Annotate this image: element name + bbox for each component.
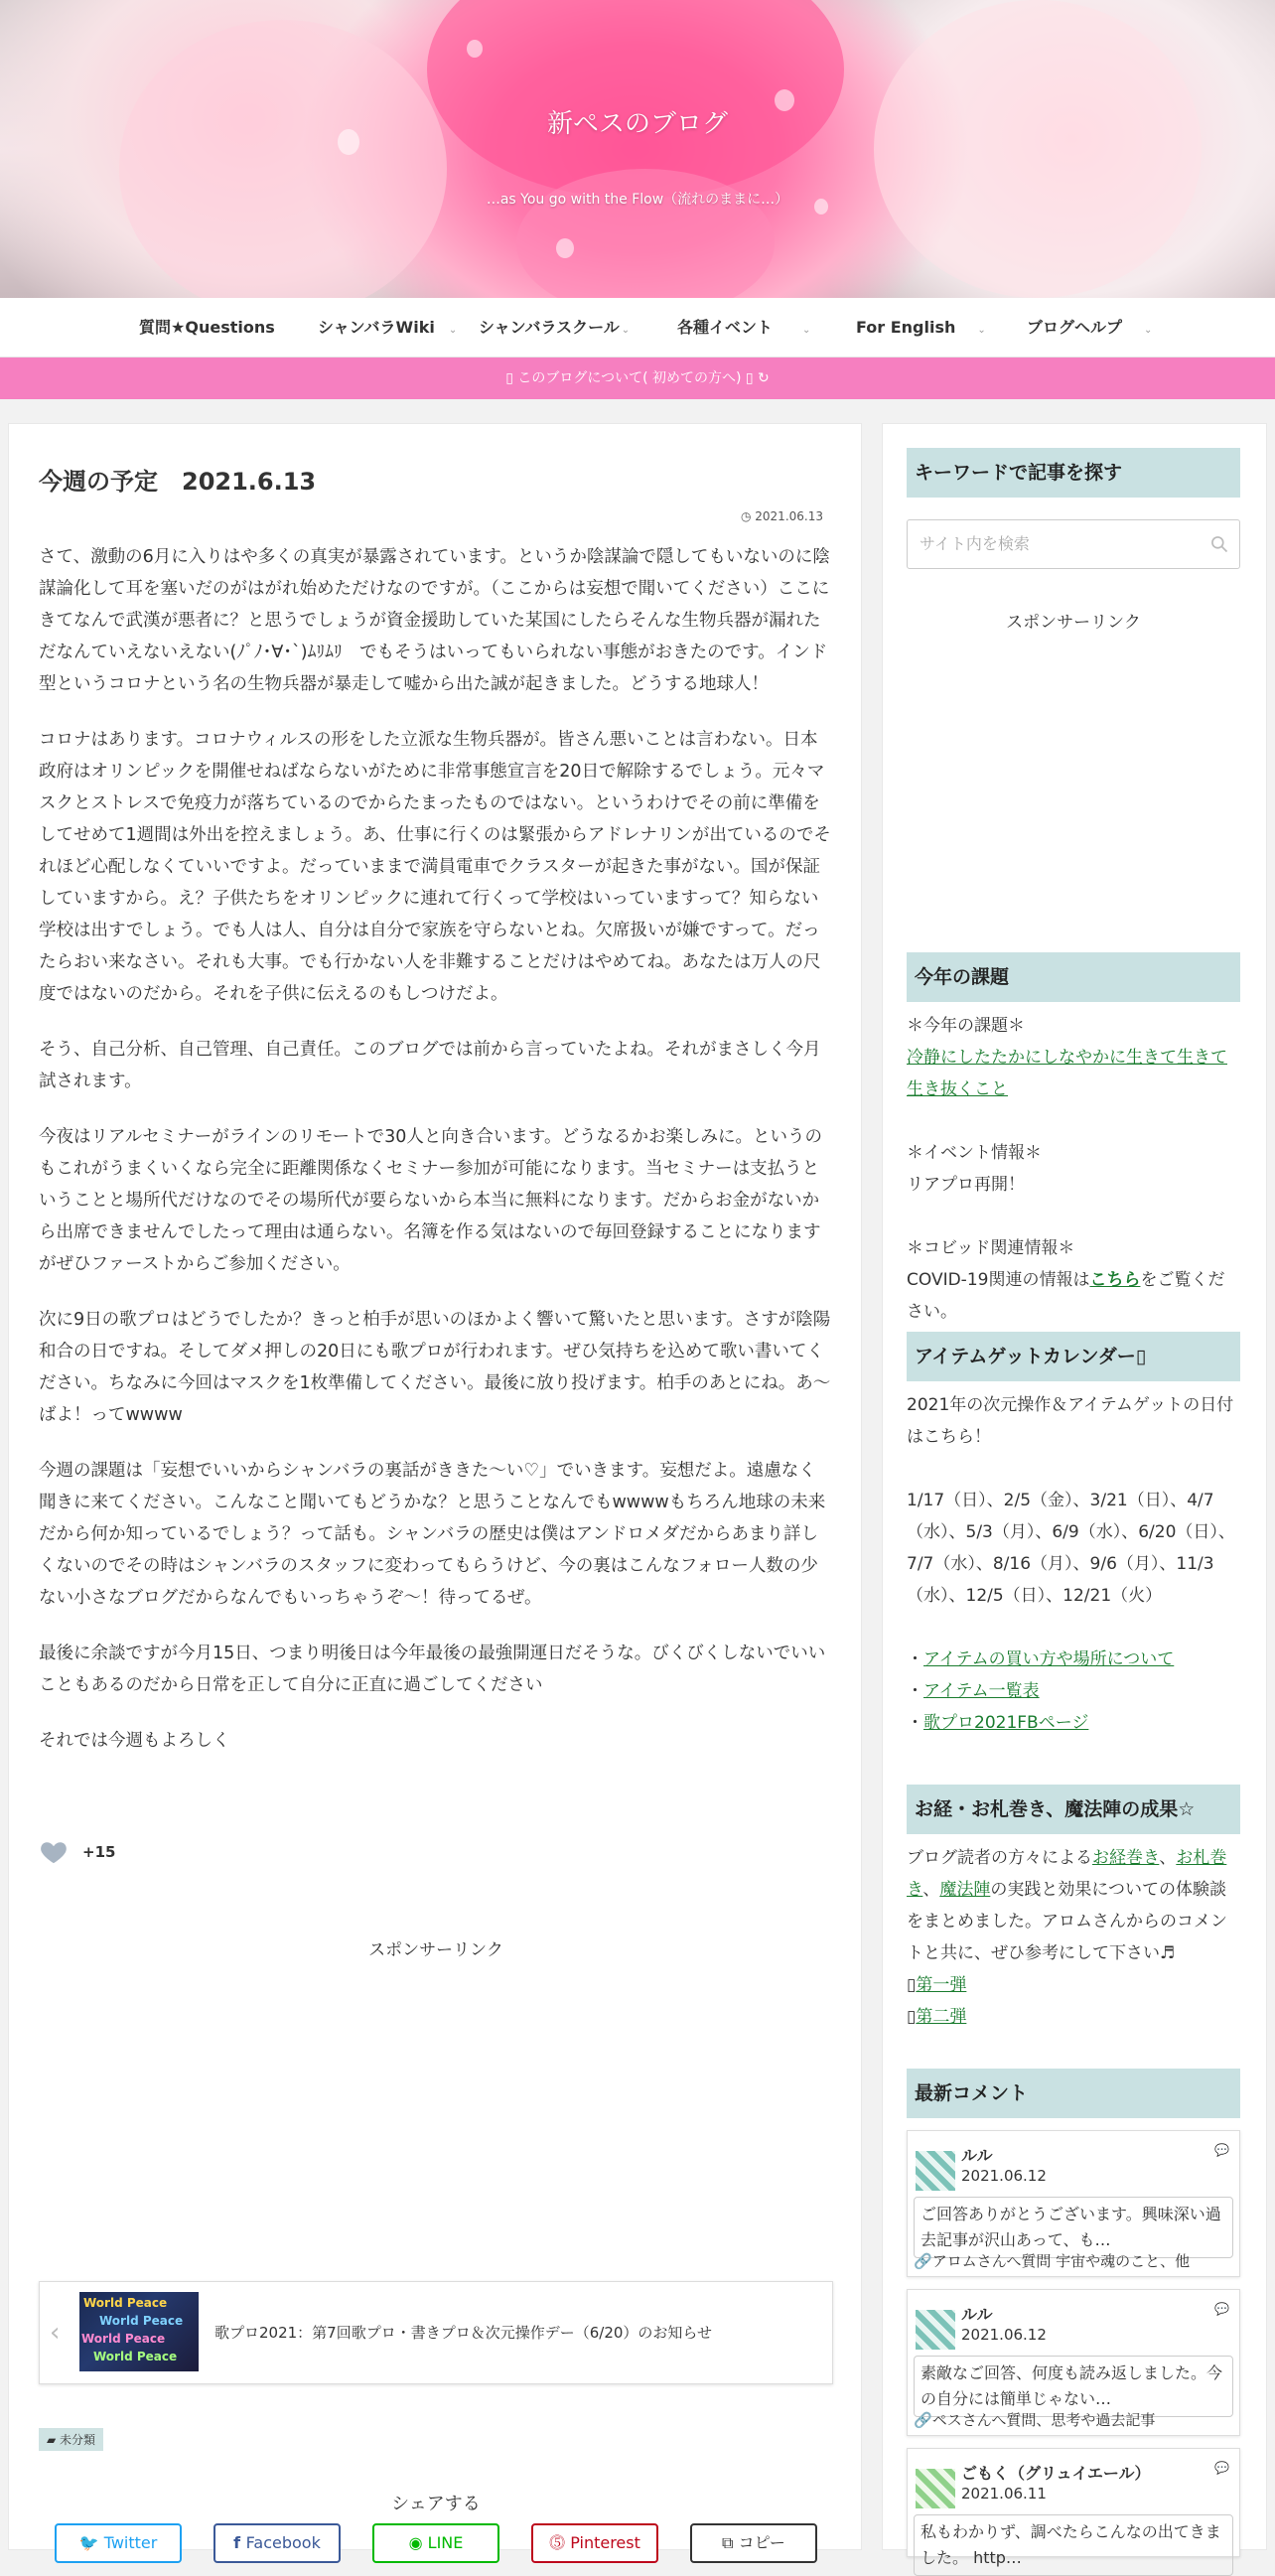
- comment-post-link[interactable]: [914, 2250, 1190, 2271]
- search-icon[interactable]: [1209, 534, 1229, 554]
- calendar-intro: 2021年の次元操作＆アイテムゲットの日付はこちら！: [907, 1395, 1234, 1447]
- results-text-1: ブログ読者の方々による: [907, 1848, 1092, 1868]
- comment-excerpt: ご回答ありがとうございます。興味深い過去記事が沢山あって、も…: [914, 2197, 1233, 2258]
- sidebar-sponsor-label: スポンサーリンク: [1006, 613, 1141, 633]
- line-icon: ◉: [408, 2533, 428, 2552]
- widget-title-search: キーワードで記事を探す: [907, 448, 1240, 498]
- comment-post-title: アロムさんへ質問 宇宙や魂のこと、他: [931, 2252, 1191, 2270]
- comment-card[interactable]: [907, 2130, 1240, 2277]
- heart-icon: [39, 1837, 69, 1867]
- results-text-2: の実践と効果についての体験談をまとめました。アロムさんからのコメントと共に、ぜひ参考にして下さい♬: [907, 1880, 1227, 1963]
- prev-post-thumbnail: [79, 2292, 199, 2371]
- paragraph: そう、自己分析、自己管理、自己責任。このブログでは前から言っていたよね。それがまさしく今月試されます。: [39, 1040, 821, 1091]
- entry-date: [741, 509, 823, 523]
- search-input[interactable]: [907, 519, 1240, 569]
- comment-card[interactable]: [907, 2289, 1240, 2436]
- paragraph: コロナはあります。コロナウィルスの形をした立派な生物兵器が。皆さん悪いことは言わない。日本政府はオリンピックを開催せねばならないがために非常事態宣言を20日で解除するでしょう。元々マスクとストレスで免疫力が落ちているのでからたまったものではない。というわけでその前に準備をしてせめて1週間は外出を控えましょう。あ、仕事に行くのは緊張からアドレナリンが出ているのでそれほど心配しなくていいですよ。だっていままで満員電車でクラスターが起きた事がない。国が保証していますから。え？子供たちをオリンピックに連れて行くって学校はいっていますって？知らない学校は出すでしょう。でも人は人、自分は自分で家族を守らないとね。欠席扱いが嫌ですって。だったらおい来なさい。それも大事。でも行かない人を非難することだけはやめてね。あなたは万人の尺度ではないのだから。それを子供に伝えるのもしつけだよ。: [39, 730, 831, 1004]
- covid-link[interactable]: こちら: [1089, 1270, 1141, 1290]
- nav-item-for-english[interactable]: [856, 298, 986, 358]
- comment-date: 2021.06.12: [961, 2167, 1047, 2185]
- covid-heading: ＊コビッド関連情報＊: [907, 1238, 1075, 1258]
- comment-post-title: ペスさんへ質問、思考や過去記事: [931, 2411, 1156, 2429]
- copy-icon: ⧉: [722, 2533, 739, 2552]
- link-icon: 🔗: [914, 2252, 932, 2270]
- covid-prefix: COVID-19関連の情報は: [907, 1270, 1090, 1290]
- results-separator: 、: [1159, 1848, 1177, 1868]
- widget-title-calendar: アイテムゲットカレンダー▯: [907, 1332, 1240, 1381]
- avatar: [916, 2469, 955, 2508]
- entry-date-value: 2021.06.13: [755, 509, 823, 523]
- results-link-okyo[interactable]: お経巻き: [1092, 1848, 1160, 1868]
- comment-excerpt: 私もわかりず、調べたらこんなの出てきました。 http…: [914, 2514, 1233, 2576]
- nav-item-questions[interactable]: [139, 298, 275, 358]
- category-tag[interactable]: [39, 2428, 103, 2451]
- nav-item-events[interactable]: [677, 298, 810, 358]
- twitter-icon: 🐦: [78, 2533, 104, 2552]
- calendar-link-item: ・アイテム一覧表: [907, 1681, 1040, 1701]
- prev-post-title: 歌プロ2021：第7回歌プロ・書きプロ＆次元操作デー（6/20）のお知らせ: [214, 2324, 712, 2342]
- header-image-petal: [119, 20, 447, 318]
- event-text: リアプロ再開！: [907, 1175, 1025, 1195]
- widget-title-theme: 今年の課題: [907, 952, 1240, 1002]
- share-button-label: コピー: [738, 2533, 785, 2552]
- article: [8, 423, 862, 2550]
- paragraph: 今夜はリアルセミナーがラインのリモートで30人と向き合います。どうなるかお楽しみに。というのもこれがうまくいくなら完全に距離関係なくセミナー参加が可能になります。当セミナーは支払うということと場所代だけなのでその場所代が要らないから本当に無料になります。だからお金がないから出席できませんでしたって理由は通らない。名簿を作る気はないので毎回登録することになりますがぜひファーストからご参加ください。: [39, 1127, 822, 1274]
- share-label: シェアする: [391, 2494, 481, 2514]
- calendar-dates: 1/17（日）、2/5（金）、3/21（日）、4/7（水）、5/3（月）、6/9（水）、6/20（日）、7/7（水）、8/16（月）、9/6（月）、11/3（水）、12/5（日）、12/21（火）: [907, 1491, 1235, 1606]
- prev-post-card[interactable]: [39, 2281, 833, 2384]
- results-text: [907, 1842, 1240, 1969]
- results-part-item: ▯第一弾: [907, 1975, 967, 1995]
- calendar-link-item: ・アイテムの買い方や場所について: [907, 1649, 1175, 1669]
- global-navigation: [0, 298, 1275, 358]
- comment-bubble-icon: 💬: [1214, 2302, 1229, 2316]
- folder-icon: ▰: [47, 2433, 61, 2447]
- share-pinterest-button[interactable]: [531, 2523, 658, 2563]
- avatar: [916, 2310, 955, 2350]
- share-copy-button[interactable]: [690, 2523, 817, 2563]
- like-button[interactable]: [39, 1836, 115, 1868]
- sidebar: [882, 423, 1267, 2567]
- thumbnail-text: World Peace: [93, 2350, 178, 2363]
- chevron-down-icon: ⌄: [1144, 325, 1153, 336]
- nav-item-label: シャンバラWiki: [318, 318, 435, 337]
- comment-date: 2021.06.12: [961, 2326, 1047, 2344]
- nav-item-label: シャンバラスクール: [479, 318, 620, 337]
- chevron-down-icon: ⌄: [448, 325, 458, 336]
- nav-item-blog-help[interactable]: [1027, 298, 1152, 358]
- nav-item-label: 各種イベント: [677, 318, 774, 337]
- results-widget-body: [907, 1842, 1240, 2033]
- share-line-button[interactable]: [372, 2523, 499, 2563]
- category-label: 未分類: [60, 2433, 96, 2447]
- calendar-link-fb-page[interactable]: 歌プロ2021FBページ: [923, 1713, 1089, 1733]
- calendar-link-item: ・歌プロ2021FBページ: [907, 1713, 1089, 1733]
- pinterest-icon: ⓹: [549, 2533, 571, 2552]
- link-icon: 🔗: [914, 2411, 932, 2429]
- sponsor-label: スポンサーリンク: [368, 1940, 503, 1960]
- paragraph: 次に9日の歌プロはどうでしたか？きっと柏手が思いのほかよく響いて驚いたと思います。さすが陰陽和合の日ですね。そしてダメ押しの20日にも歌プロが行われます。ぜひ気持ちを込めて歌い書いてください。ちなみに今回はマスクを1枚準備してください。最後に放り投げます。柏手のあとにね。あ〜ばよ！ってwwww: [39, 1310, 831, 1425]
- share-button-label: LINE: [427, 2533, 464, 2552]
- chevron-down-icon: ⌄: [802, 325, 811, 336]
- calendar-link-item-list[interactable]: アイテム一覧表: [923, 1681, 1040, 1701]
- comment-bubble-icon: 💬: [1214, 2143, 1229, 2157]
- avatar: [916, 2151, 955, 2191]
- header-image-petal: [874, 0, 1202, 298]
- comment-excerpt: 素敵なご回答、何度も読み返しました。今の自分には簡単じゃない…: [914, 2356, 1233, 2417]
- notice-bar[interactable]: ▯ このブログについて( 初めての方へ) ▯ ↻: [0, 358, 1275, 399]
- entry-title: 今週の予定 2021.6.13: [39, 468, 317, 496]
- results-part-item: ▯第二弾: [907, 2007, 967, 2027]
- chevron-down-icon: ⌄: [621, 325, 631, 336]
- comment-date: 2021.06.11: [961, 2485, 1047, 2503]
- results-part-1-link[interactable]: 第一弾: [916, 1975, 967, 1995]
- like-count: +15: [82, 1843, 116, 1861]
- nav-item-label: ブログヘルプ: [1027, 318, 1123, 337]
- comment-author: ルル: [961, 2305, 993, 2324]
- header-image-droplet: [556, 238, 574, 258]
- theme-link[interactable]: 冷静にしたたかにしなやかに生きて生きて生き抜くこと: [907, 1048, 1227, 1099]
- site-tagline: …as You go with the Flow（流れのままに…）: [486, 192, 789, 208]
- covid-info: [907, 1264, 1240, 1328]
- nav-item-shambhala-wiki[interactable]: [318, 298, 457, 358]
- calendar-widget-body: [907, 1389, 1240, 1739]
- widget-title-results: お経・お札巻き、魔法陣の成果☆: [907, 1785, 1240, 1834]
- share-button-label: Pinterest: [570, 2533, 640, 2552]
- clock-icon: ◷: [740, 509, 756, 523]
- covid-suffix: をご覧ください。: [907, 1270, 1225, 1322]
- site-title[interactable]: 新ペスのブログ: [546, 109, 728, 139]
- theme-widget-body: [907, 1010, 1240, 1328]
- comment-post-link[interactable]: [914, 2409, 1155, 2430]
- share-facebook-button[interactable]: [213, 2523, 341, 2563]
- thumbnail-text: World Peace: [83, 2296, 168, 2310]
- theme-heading: ＊今年の課題＊: [907, 1016, 1025, 1036]
- facebook-icon: f: [233, 2533, 246, 2552]
- header-image-droplet: [467, 40, 483, 58]
- results-separator: 、: [922, 1880, 940, 1900]
- nav-item-label: 質問★Questions: [139, 318, 275, 337]
- thumbnail-text: World Peace: [99, 2314, 184, 2328]
- entry-content: [39, 541, 833, 1781]
- nav-item-label: For English: [856, 318, 956, 337]
- comment-author: ごもく（グリュイエール）: [961, 2464, 1151, 2483]
- share-twitter-button[interactable]: [55, 2523, 182, 2563]
- thumbnail-text: World Peace: [81, 2332, 166, 2346]
- paragraph: それでは今週もよろしく: [39, 1731, 230, 1751]
- share-button-label: Twitter: [103, 2533, 158, 2552]
- calendar-link-how-to-buy[interactable]: アイテムの買い方や場所について: [923, 1649, 1175, 1669]
- results-link-ofuda[interactable]: お札巻き: [907, 1848, 1227, 1900]
- paragraph: 今週の課題は「妄想でいいからシャンバラの裏話がききた〜い♡」でいきます。妄想だよ。遠慮なく聞きに来てください。こんなこと聞いてもどうかな？と思うことなんでもwwwwもちろん地球の未来だから何か知っているでしょう？って話も。シャンバラの歴史は僕はアンドロメダだからあまり詳しくないのでその時はシャンバラのスタッフに変わってもらうけど、今の裏はこんなフォロー人数の少ない小さなブログだからなんでもいっちゃうぞ〜！待ってるぜ。: [39, 1461, 826, 1608]
- results-part-2-link[interactable]: 第二弾: [916, 2007, 967, 2027]
- share-button-label: Facebook: [245, 2533, 321, 2552]
- nav-item-shambhala-school[interactable]: [479, 298, 630, 358]
- comment-card[interactable]: [907, 2448, 1240, 2567]
- chevron-down-icon: ⌄: [977, 325, 986, 336]
- event-heading: ＊イベント情報＊: [907, 1143, 1042, 1163]
- chevron-left-icon: ‹: [50, 2318, 61, 2348]
- results-link-mahoujin[interactable]: 魔法陣: [939, 1880, 991, 1900]
- comment-bubble-icon: 💬: [1214, 2461, 1229, 2475]
- search-placeholder: サイト内を検索: [920, 534, 1030, 553]
- comment-author: ルル: [961, 2146, 993, 2165]
- site-header: [0, 0, 1275, 298]
- widget-title-comments: 最新コメント: [907, 2069, 1240, 2118]
- paragraph: さて、激動の6月に入りはや多くの真実が暴露されています。というか陰謀論で隠してもいないのに陰謀論化して耳を塞いだのがはがれ始めただけなのですが。（ここからは妄想で聞いてください）ここにきてなんで武漢が悪者に？と思うでしょうが資金援助していた某国にしたらそんな生物兵器が漏れただなんていえないえない(ﾉﾟﾉ･∀･`)ﾑﾘﾑﾘ でもそうはいってもいられない事態がおきたのです。インド型というコロナという名の生物兵器が暴走して嘘から出た誠が起きました。どうする地球人！: [39, 547, 830, 694]
- paragraph: 最後に余談ですが今月15日、つまり明後日は今年最後の最強開運日だそうな。びくびくしないでいいこともあるのだから日常を正して自分に正直に過ごしてください: [39, 1644, 826, 1695]
